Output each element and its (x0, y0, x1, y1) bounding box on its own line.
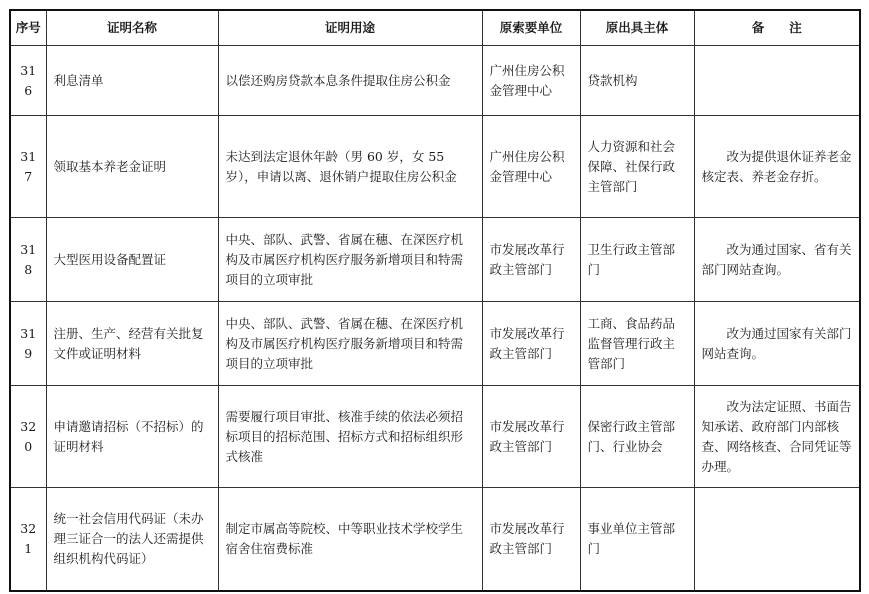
row-remarks: 改为通过国家、省有关部门网站查询。 (694, 218, 860, 302)
row-requester: 广州住房公积金管理中心 (482, 46, 580, 116)
row-remarks: 改为法定证照、书面告知承诺、政府部门内部核查、网络核查、合同凭证等办理。 (694, 386, 860, 488)
row-issuer: 卫生行政主管部门 (580, 218, 694, 302)
header-purpose: 证明用途 (218, 10, 482, 46)
row-remarks: 改为提供退休证养老金核定表、养老金存折。 (694, 116, 860, 218)
table-row (10, 488, 860, 591)
row-purpose: 中央、部队、武警、省属在穗、在深医疗机构及市属医疗机构医疗服务新增项目和特需项目的立项审批 (218, 218, 482, 302)
header-requester: 原索要单位 (482, 10, 580, 46)
row-name: 领取基本养老金证明 (46, 116, 218, 218)
row-issuer: 贷款机构 (580, 46, 694, 116)
row-requester: 市发展改革行政主管部门 (482, 488, 580, 591)
row-remarks: 改为通过国家有关部门网站查询。 (694, 302, 860, 386)
row-seq: 318 (10, 218, 46, 302)
row-seq: 317 (10, 116, 46, 218)
row-purpose: 以偿还购房贷款本息条件提取住房公积金 (218, 46, 482, 116)
header-seq: 序号 (10, 10, 46, 46)
row-issuer: 保密行政主管部门、行业协会 (580, 386, 694, 488)
row-seq: 321 (10, 488, 46, 591)
row-purpose: 需要履行项目审批、核准手续的依法必须招标项目的招标范围、招标方式和招标组织形式核准 (218, 386, 482, 488)
row-name: 注册、生产、经营有关批复文件或证明材料 (46, 302, 218, 386)
header-issuer: 原出具主体 (580, 10, 694, 46)
row-issuer: 事业单位主管部门 (580, 488, 694, 591)
table-row (10, 302, 860, 386)
row-name: 统一社会信用代码证（未办理三证合一的法人还需提供组织机构代码证） (46, 488, 218, 591)
table-row (10, 46, 860, 116)
row-remarks (694, 488, 860, 591)
row-seq: 319 (10, 302, 46, 386)
row-requester: 广州住房公积金管理中心 (482, 116, 580, 218)
certificate-table (9, 9, 861, 592)
row-name: 利息清单 (46, 46, 218, 116)
row-purpose: 未达到法定退休年龄（男 60 岁，女 55 岁），申请以离、退休销户提取住房公积金 (218, 116, 482, 218)
row-remarks (694, 46, 860, 116)
header-remarks: 备 注 (694, 10, 860, 46)
table-row (10, 218, 860, 302)
row-seq: 316 (10, 46, 46, 116)
row-seq: 320 (10, 386, 46, 488)
table-header-row (10, 10, 860, 46)
row-requester: 市发展改革行政主管部门 (482, 302, 580, 386)
row-requester: 市发展改革行政主管部门 (482, 218, 580, 302)
row-issuer: 人力资源和社会保障、社保行政主管部门 (580, 116, 694, 218)
header-name: 证明名称 (46, 10, 218, 46)
row-purpose: 中央、部队、武警、省属在穗、在深医疗机构及市属医疗机构医疗服务新增项目和特需项目的立项审批 (218, 302, 482, 386)
row-name: 申请邀请招标（不招标）的证明材料 (46, 386, 218, 488)
row-name: 大型医用设备配置证 (46, 218, 218, 302)
row-purpose: 制定市属高等院校、中等职业技术学校学生宿舍住宿费标准 (218, 488, 482, 591)
table-row (10, 116, 860, 218)
row-issuer: 工商、食品药品监督管理行政主管部门 (580, 302, 694, 386)
table-row (10, 386, 860, 488)
row-requester: 市发展改革行政主管部门 (482, 386, 580, 488)
